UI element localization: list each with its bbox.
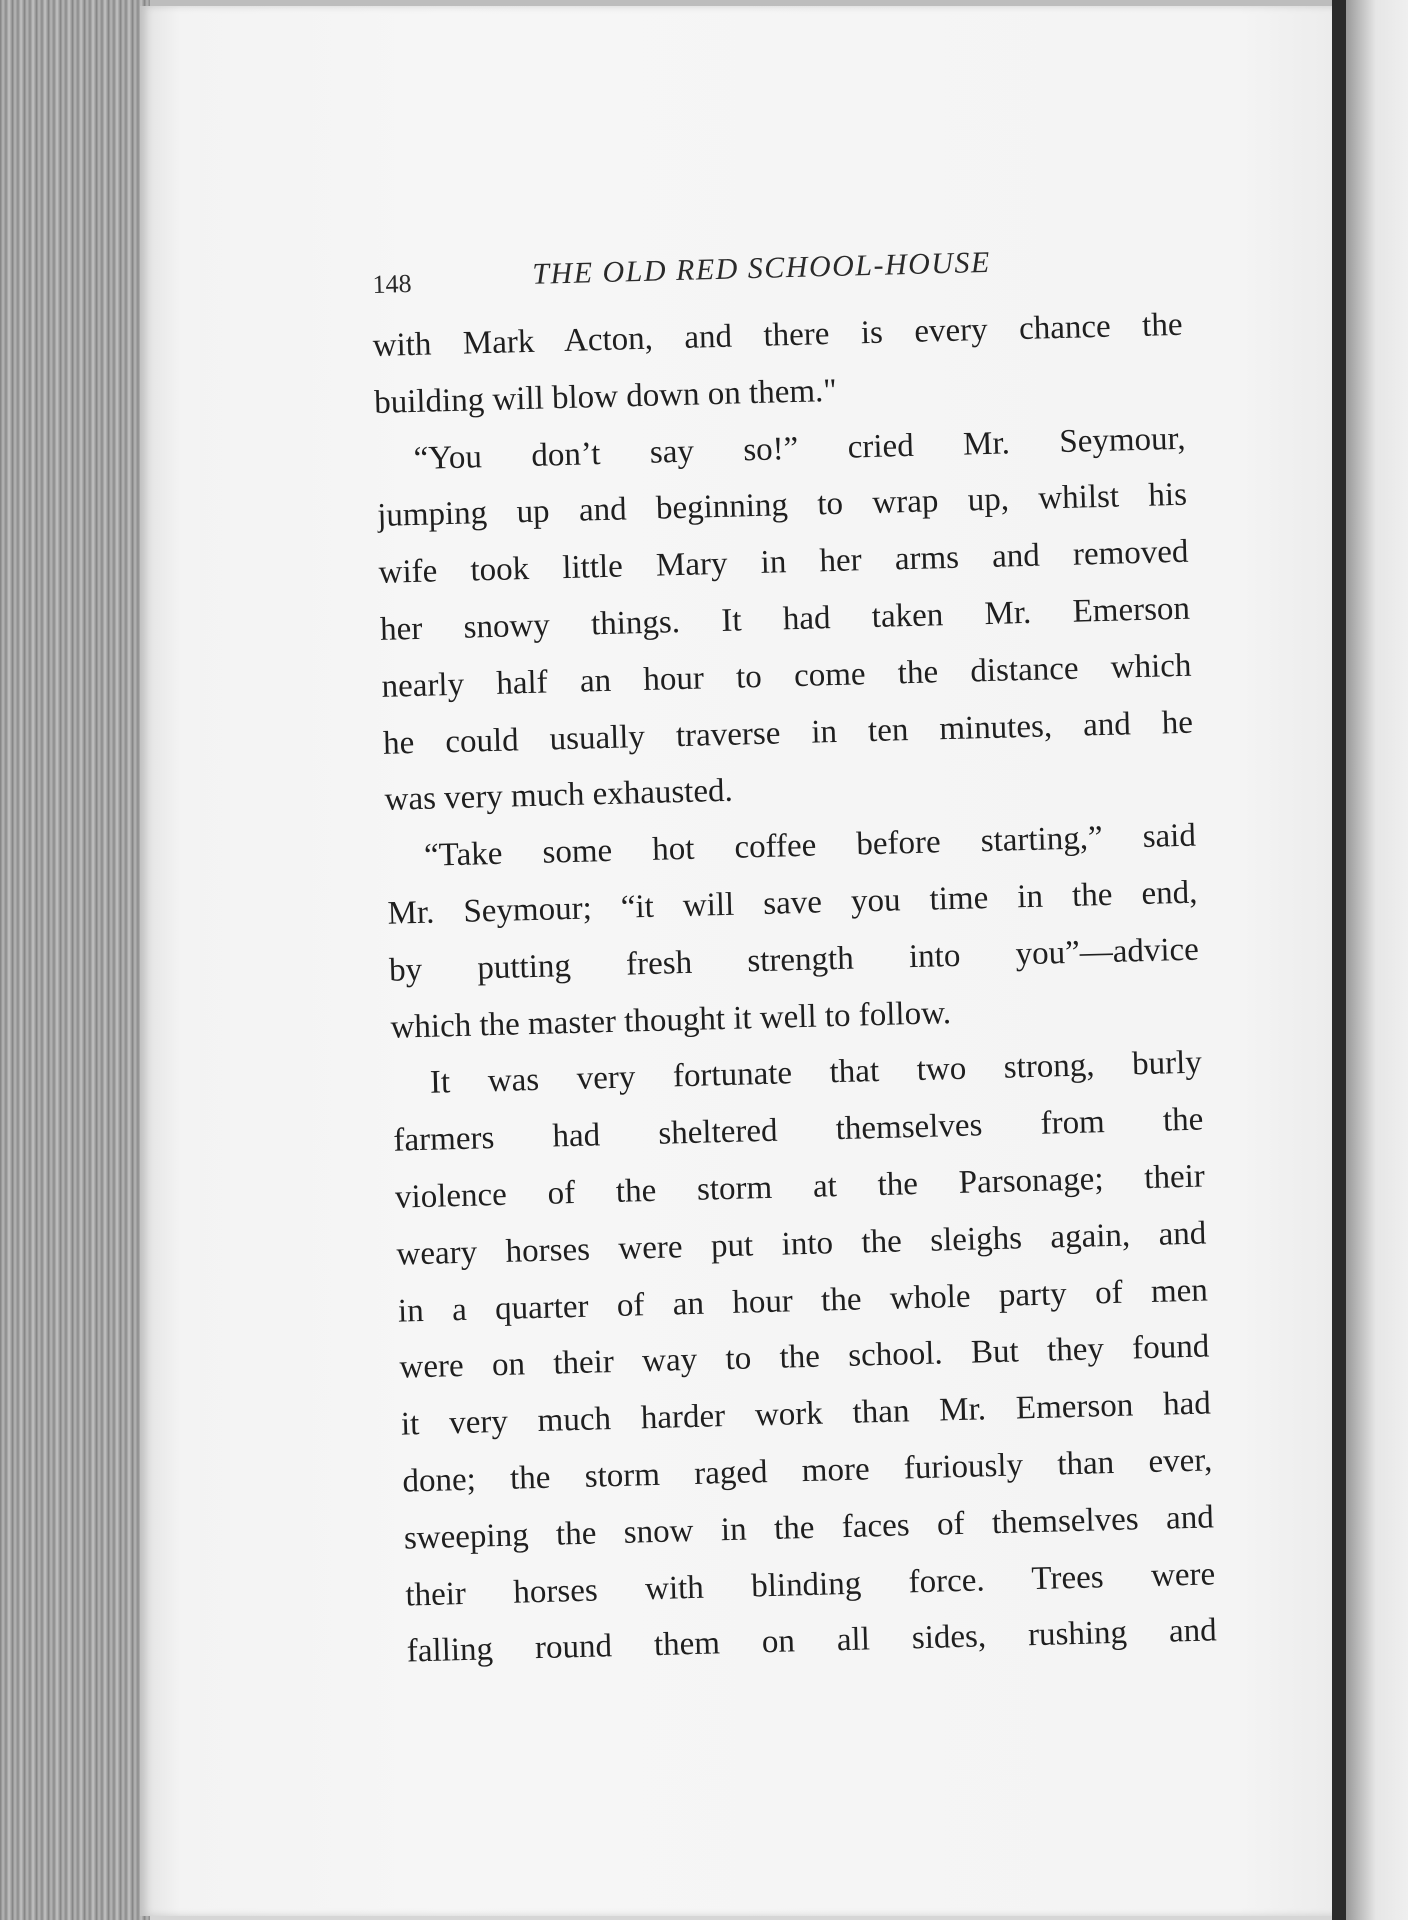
text-line: sweeping the snow in the faces of themselves and <box>403 1499 1215 1557</box>
facing-page-edge <box>1346 0 1408 1920</box>
text-line: by putting fresh strength into you”—advice <box>388 931 1200 989</box>
body-text <box>372 297 1217 1681</box>
book-gutter <box>1332 0 1346 1920</box>
text-line: nearly half an hour to come the distance which <box>381 647 1192 705</box>
text-line: It was very fortunate that two strong, burly <box>429 1044 1203 1102</box>
text-line: with Mark Acton, and there is every chance the <box>372 306 1183 364</box>
text-line: which the master thought it well to follow. <box>390 994 952 1046</box>
text-line: “Take some hot coffee before starting,” said <box>423 817 1197 874</box>
text-line: were on their way to the school. But they found <box>399 1328 1210 1386</box>
page-edges-stack <box>0 0 150 1920</box>
text-line: was very much exhausted. <box>384 773 734 819</box>
text-line: jumping up and beginning to wrap up, whilst his <box>376 477 1188 535</box>
text-line: done; the storm raged more furiously than ever, <box>401 1442 1213 1500</box>
page-number: 148 <box>372 268 412 299</box>
text-line: it very much harder work than Mr. Emerson had <box>400 1385 1212 1443</box>
text-line: weary horses were put into the sleighs again, and <box>396 1215 1207 1273</box>
text-line: building will blow down on them." <box>373 372 838 421</box>
text-line: violence of the storm at the Parsonage; their <box>394 1158 1206 1216</box>
text-line: in a quarter of an hour the whole party of men <box>397 1272 1209 1330</box>
running-head: THE OLD RED SCHOOL-HOUSE <box>531 245 992 291</box>
text-line: Mr. Seymour; “it will save you time in the end, <box>387 874 1198 932</box>
text-line: falling round them on all sides, rushing and <box>406 1612 1218 1670</box>
text-line: her snowy things. It had taken Mr. Emerson <box>379 590 1191 648</box>
text-line: wife took little Mary in her arms and removed <box>378 533 1189 592</box>
text-line: their horses with blinding force. Trees were <box>404 1555 1216 1614</box>
text-line: farmers had sheltered themselves from the <box>393 1101 1204 1159</box>
text-line: “You don’t say so!” cried Mr. Seymour, <box>413 420 1186 477</box>
text-line: he could usually traverse in ten minutes, and he <box>382 704 1194 762</box>
